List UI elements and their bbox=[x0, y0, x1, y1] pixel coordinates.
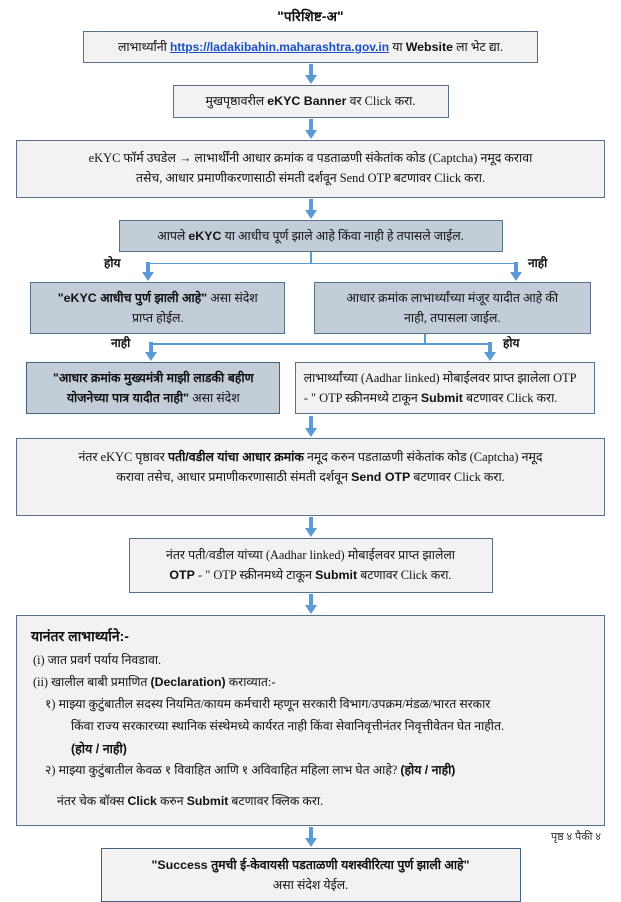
step2-prefix: मुखपृष्ठावरील bbox=[205, 94, 268, 109]
decl-final-bold1: Click bbox=[127, 794, 157, 809]
step4-suffix: या आधीच पूर्ण झाले आहे किंवा नाही हे तपासले जाईल. bbox=[221, 228, 464, 243]
step-husband-father-otp-box bbox=[129, 538, 493, 592]
arrow-1 bbox=[0, 63, 621, 85]
step7-l1b: नमूद करुन पडताळणी संकेतांक कोड (Captcha) नमूद bbox=[303, 450, 543, 465]
decl-final-mid: करुन bbox=[156, 794, 187, 809]
step5-yes-line2: प्राप्त होईल. bbox=[131, 310, 184, 325]
step8-otp-bold: OTP bbox=[169, 568, 195, 583]
step1-suffix: ला भेट द्या. bbox=[452, 40, 503, 54]
step7-l2-bold: Send OTP bbox=[351, 470, 411, 485]
arrow-4 bbox=[0, 414, 621, 438]
arrow-down-icon bbox=[304, 199, 318, 219]
step5-no-line2: नाही, तपासला जाईल. bbox=[404, 310, 501, 325]
step3-line1: eKYC फॉर्म उघडेल → लाभार्थींनी आधार क्रमांक व पडताळणी संकेतांक कोड (Captcha) नमूद करावा bbox=[88, 150, 533, 165]
step6-yes-a: - " OTP स्क्रीनमध्ये टाकून bbox=[303, 391, 421, 406]
step3-line2: तसेच, आधार प्रमाणीकरणासाठी संमती दर्शवून Send OTP बटणावर Click करा. bbox=[135, 170, 486, 185]
step-ekyc-check-box bbox=[119, 220, 503, 252]
step-already-complete-box bbox=[30, 282, 285, 334]
declaration-box bbox=[16, 615, 605, 826]
declaration-item-ii bbox=[31, 672, 590, 694]
page-footer: पृष्ठ ४ पैकी ४ bbox=[551, 831, 601, 843]
step5-yes-rest: असा संदेश bbox=[207, 290, 258, 305]
step6-yes-b: बटणावर Click करा. bbox=[462, 391, 558, 406]
arrow-6 bbox=[0, 593, 621, 615]
decl-ii-bold: (Declaration) bbox=[150, 675, 226, 690]
website-link[interactable]: https://ladakibahin.maharashtra.gov.in bbox=[169, 40, 390, 54]
declaration-heading: यानंतर लाभार्थ्याने:- bbox=[31, 627, 129, 644]
step5-yes-bold: "eKYC आधीच पुर्ण झाली आहे" bbox=[57, 290, 208, 305]
step2-bold: eKYC Banner bbox=[267, 94, 347, 109]
step-ekyc-banner-box bbox=[173, 85, 449, 117]
step-visit-website-box bbox=[83, 31, 538, 63]
step6-yes-bold: Submit bbox=[420, 391, 463, 406]
arrow-3 bbox=[0, 198, 621, 220]
step-success-box bbox=[101, 848, 521, 902]
branch2-no-label: नाही bbox=[111, 336, 131, 350]
page-title: "परिशिष्ट-अ" bbox=[277, 9, 344, 24]
declaration-point-2 bbox=[31, 760, 590, 782]
branch1-row bbox=[0, 282, 621, 334]
step6-no-bold1: "आधार क्रमांक मुख्यमंत्री माझी लाडकी बहीण bbox=[52, 371, 254, 385]
decl-ii-b: कराव्यात:- bbox=[225, 675, 276, 690]
step-husband-father-aadhaar-box bbox=[16, 438, 605, 516]
step4-bold: eKYC bbox=[188, 228, 222, 243]
arrow-5 bbox=[0, 516, 621, 538]
step7-l2a: करावा तसेच, आधार प्रमाणीकरणासाठी संमती दर्शवून bbox=[116, 470, 352, 485]
step4-prefix: आपले bbox=[157, 228, 189, 243]
branch1-hline bbox=[147, 263, 516, 265]
arrow-down-icon bbox=[304, 594, 318, 614]
branch2-row bbox=[0, 362, 621, 414]
decl-ii-a: (ii) खालील बाबी प्रमाणित bbox=[33, 675, 151, 690]
arrow-down-icon bbox=[304, 416, 318, 437]
decl-final-b: बटणावर क्लिक करा. bbox=[228, 794, 324, 809]
arrow-down-icon bbox=[304, 517, 318, 537]
declaration-point-1-line1: १) माझ्या कुटुंबातील सदस्य नियमित/कायम कर्मचारी म्हणून सरकारी विभाग/उपक्रम/मंडळ/भारत सरकार bbox=[45, 697, 491, 712]
decl-final-a: नंतर चेक बॉक्स bbox=[57, 794, 128, 809]
step6-no-rest: असा संदेश bbox=[189, 391, 240, 406]
arrow-down-icon bbox=[304, 64, 318, 84]
success-line2: असा संदेश येईल. bbox=[272, 878, 349, 893]
branch2-hline bbox=[150, 343, 490, 345]
declaration-final-line bbox=[31, 782, 590, 813]
decl-p2-a: २) माझ्या कुटुंबातील केवळ १ विवाहित आणि १ अविवाहित महिला लाभ घेत आहे? bbox=[45, 763, 401, 778]
step6-no-line1 bbox=[34, 368, 272, 388]
declaration-point-1-line2: किंवा राज्य सरकारच्या स्थानिक संस्थेमध्ये कार्यरत नाही किंवा सेवानिवृत्तीनंतर निवृत्तीवेतन घेत नाहीत. bbox=[71, 719, 505, 734]
step7-l2b: बटणावर Click करा. bbox=[410, 470, 505, 485]
step8-line2 bbox=[140, 565, 482, 585]
step-not-in-list-box bbox=[26, 362, 280, 414]
step2-suffix: वर Click करा. bbox=[346, 94, 416, 109]
arrow-7 bbox=[0, 826, 621, 848]
declaration-point-2-answer[interactable]: (होय / नाही) bbox=[400, 763, 456, 778]
arrow-2 bbox=[0, 118, 621, 140]
step-aadhaar-list-check-box bbox=[314, 282, 591, 334]
success-bold: "Success तुमची ई-केवायसी पडताळणी यशस्वीरित्या पुर्ण झाली आहे" bbox=[151, 857, 470, 872]
step5-no-line1: आधार क्रमांक लाभार्थ्यांच्या मंजूर यादीत आहे की bbox=[346, 290, 559, 305]
success-line1 bbox=[112, 855, 510, 875]
step-beneficiary-otp-box bbox=[295, 362, 595, 414]
step-ekyc-form-box bbox=[16, 140, 605, 198]
step7-l1-bold: पती/वडील यांचा आधार क्रमांक bbox=[167, 450, 304, 465]
step6-no-bold2: योजनेच्या पात्र यादीत नाही" bbox=[66, 391, 190, 406]
declaration-point-1-answer[interactable]: (होय / नाही) bbox=[71, 741, 127, 756]
step8-submit-bold: Submit bbox=[315, 568, 358, 583]
branch1-yes-label: होय bbox=[104, 255, 121, 270]
step6-no-line2 bbox=[34, 388, 272, 408]
step5-yes-line1 bbox=[39, 288, 276, 308]
step8-line1: नंतर पती/वडील यांच्या (Aadhar linked) मोबाईलवर प्राप्त झालेला bbox=[165, 548, 456, 563]
step1-mid: या bbox=[389, 40, 406, 54]
declaration-item-i: (i) जात प्रवर्ग पर्याय निवडावा. bbox=[33, 653, 162, 668]
step7-l1a: नंतर eKYC पृष्ठावर bbox=[78, 450, 168, 465]
step7-line1 bbox=[29, 447, 592, 467]
branch-1 bbox=[0, 252, 621, 282]
step6-yes-line1: लाभार्थ्यांच्या (Aadhar linked) मोबाईलवर प्राप्त झालेला OTP bbox=[303, 371, 577, 385]
arrow-down-icon bbox=[304, 119, 318, 139]
decl-final-bold2: Submit bbox=[186, 794, 229, 809]
branch1-no-label: नाही bbox=[528, 255, 548, 270]
step6-yes-line2 bbox=[304, 388, 586, 408]
branch-2 bbox=[0, 334, 621, 362]
step1-bold: Website bbox=[405, 40, 453, 54]
step8-l2b: बटणावर Click करा. bbox=[357, 568, 452, 583]
arrow-down-icon bbox=[304, 827, 318, 847]
step7-line2 bbox=[29, 467, 592, 487]
step1-prefix: लाभार्थ्यांनी bbox=[118, 40, 170, 54]
branch2-yes-label: होय bbox=[503, 336, 520, 350]
step8-l2a: - " OTP स्क्रीनमध्ये टाकून bbox=[194, 568, 316, 583]
